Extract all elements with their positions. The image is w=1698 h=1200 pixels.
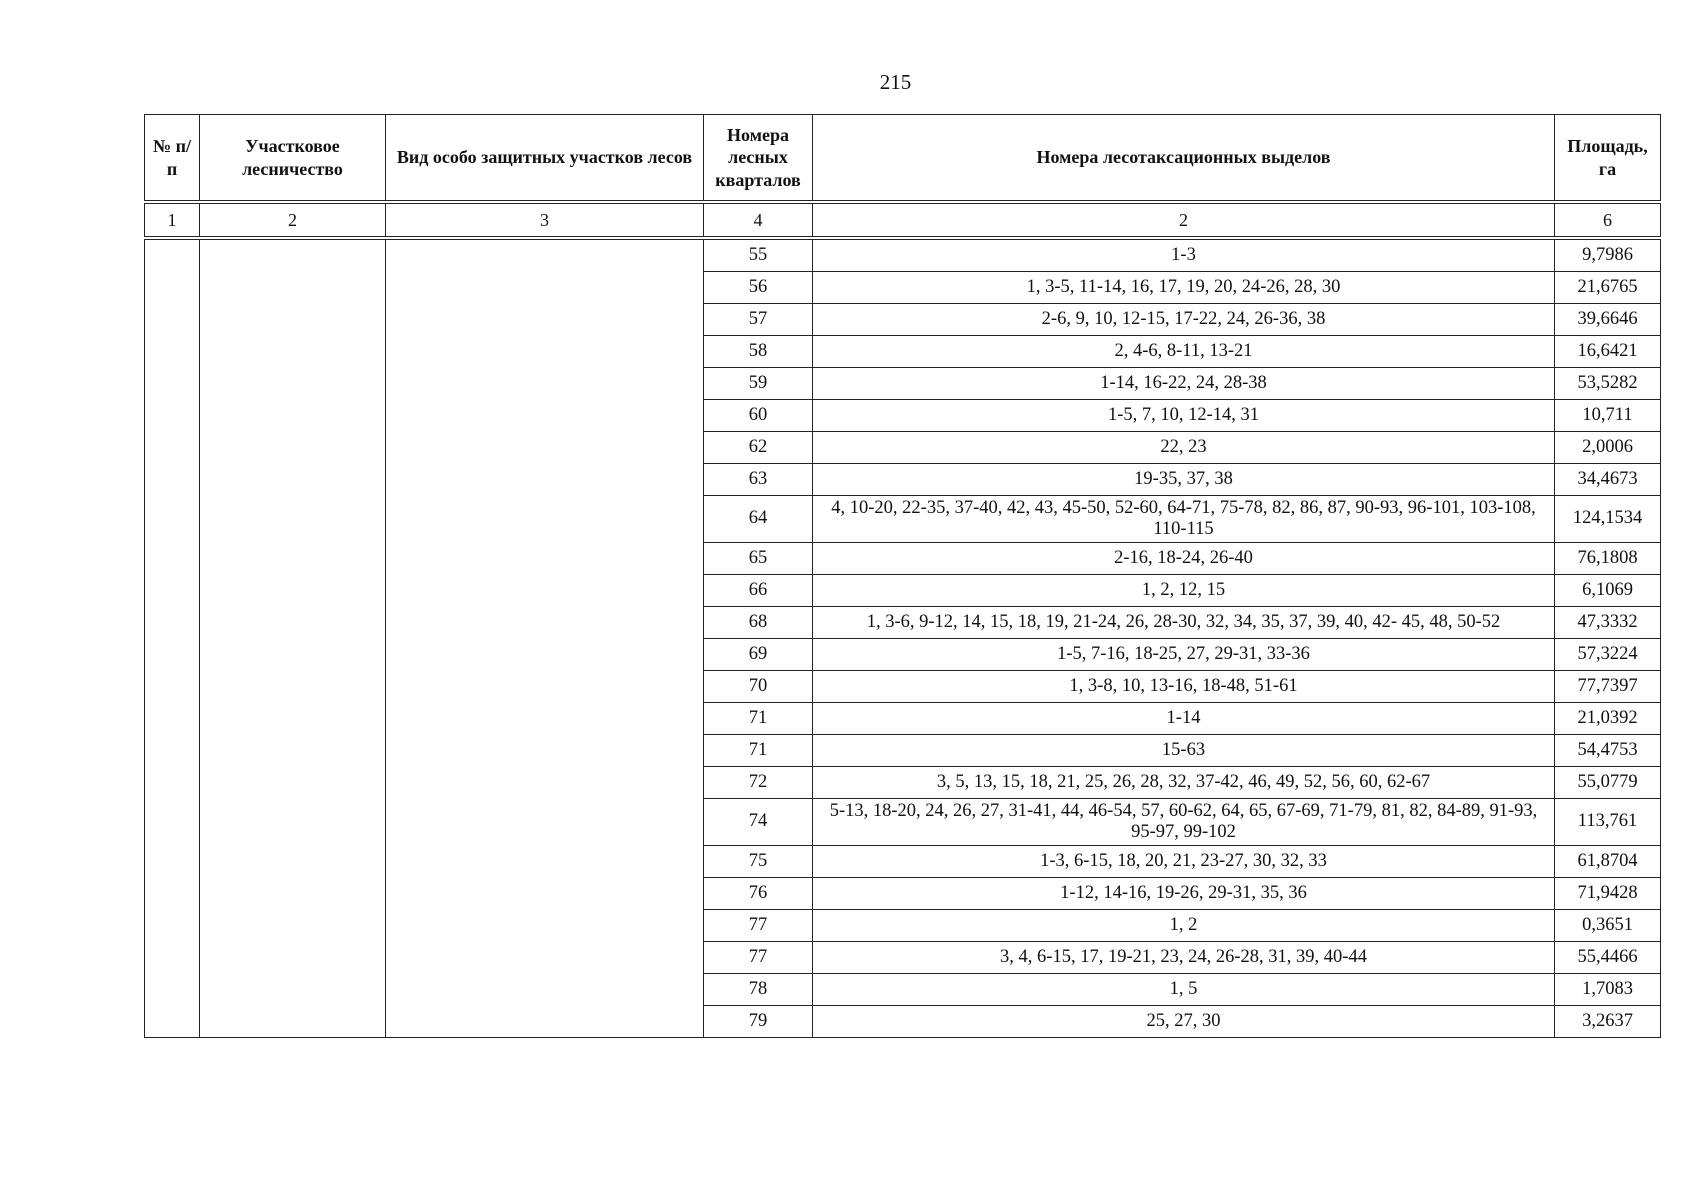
quarter-cell: 69 — [704, 639, 813, 671]
area-cell: 10,711 — [1555, 400, 1661, 432]
quarter-cell: 64 — [704, 496, 813, 543]
quarter-cell: 56 — [704, 272, 813, 304]
area-cell: 1,7083 — [1555, 974, 1661, 1006]
plots-cell: 3, 5, 13, 15, 18, 21, 25, 26, 28, 32, 37-42, 46, 49, 52, 56, 60, 62-67 — [813, 767, 1555, 799]
quarter-cell: 76 — [704, 878, 813, 910]
area-cell: 55,0779 — [1555, 767, 1661, 799]
quarter-cell: 78 — [704, 974, 813, 1006]
quarter-cell: 55 — [704, 238, 813, 272]
page-number: 215 — [879, 70, 912, 94]
header-forestry: Участковое лесничество — [200, 115, 386, 203]
area-cell: 53,5282 — [1555, 368, 1661, 400]
area-cell: 16,6421 — [1555, 336, 1661, 368]
protected-type-cell — [386, 238, 704, 1038]
quarter-cell: 65 — [704, 543, 813, 575]
plots-cell: 5-13, 18-20, 24, 26, 27, 31-41, 44, 46-54, 57, 60-62, 64, 65, 67-69, 71-79, 81, 82, 84-89, 91-93, 95-97, 99-102 — [813, 799, 1555, 846]
quarter-cell: 63 — [704, 464, 813, 496]
quarter-cell: 68 — [704, 607, 813, 639]
plots-cell: 4, 10-20, 22-35, 37-40, 42, 43, 45-50, 52-60, 64-71, 75-78, 82, 86, 87, 90-93, 96-101, 103-108, 110-115 — [813, 496, 1555, 543]
plots-cell: 1-14 — [813, 703, 1555, 735]
plots-cell: 1, 3-8, 10, 13-16, 18-48, 51-61 — [813, 671, 1555, 703]
plots-cell: 2-6, 9, 10, 12-15, 17-22, 24, 26-36, 38 — [813, 304, 1555, 336]
column-number: 6 — [1555, 202, 1661, 238]
plots-cell: 1, 3-5, 11-14, 16, 17, 19, 20, 24-26, 28, 30 — [813, 272, 1555, 304]
table-body — [145, 238, 1661, 1038]
header-number: № п/п — [145, 115, 200, 203]
quarter-cell: 74 — [704, 799, 813, 846]
plots-cell: 1-5, 7-16, 18-25, 27, 29-31, 33-36 — [813, 639, 1555, 671]
area-cell: 39,6646 — [1555, 304, 1661, 336]
plots-cell: 1, 2 — [813, 910, 1555, 942]
plots-cell: 3, 4, 6-15, 17, 19-21, 23, 24, 26-28, 31, 39, 40-44 — [813, 942, 1555, 974]
table-row — [145, 238, 1661, 272]
area-cell: 124,1534 — [1555, 496, 1661, 543]
quarter-cell: 71 — [704, 703, 813, 735]
plots-cell: 1-12, 14-16, 19-26, 29-31, 35, 36 — [813, 878, 1555, 910]
header-plots: Номера лесотаксационных выделов — [813, 115, 1555, 203]
area-cell: 47,3332 — [1555, 607, 1661, 639]
quarter-cell: 71 — [704, 735, 813, 767]
area-cell: 0,3651 — [1555, 910, 1661, 942]
number-cell — [145, 238, 200, 1038]
plots-cell: 1, 5 — [813, 974, 1555, 1006]
quarter-cell: 79 — [704, 1006, 813, 1038]
area-cell: 34,4673 — [1555, 464, 1661, 496]
column-number: 2 — [200, 202, 386, 238]
quarter-cell: 70 — [704, 671, 813, 703]
column-number: 1 — [145, 202, 200, 238]
quarter-cell: 60 — [704, 400, 813, 432]
plots-cell: 19-35, 37, 38 — [813, 464, 1555, 496]
header-quarters: Номера лесных кварталов — [704, 115, 813, 203]
area-cell: 57,3224 — [1555, 639, 1661, 671]
forestry-cell — [200, 238, 386, 1038]
quarter-cell: 58 — [704, 336, 813, 368]
plots-cell: 1-3 — [813, 238, 1555, 272]
header-protected-type: Вид особо защитных участков лесов — [386, 115, 704, 203]
area-cell: 21,0392 — [1555, 703, 1661, 735]
area-cell: 3,2637 — [1555, 1006, 1661, 1038]
area-cell: 61,8704 — [1555, 846, 1661, 878]
quarter-cell: 59 — [704, 368, 813, 400]
area-cell: 21,6765 — [1555, 272, 1661, 304]
quarter-cell: 75 — [704, 846, 813, 878]
plots-cell: 1-3, 6-15, 18, 20, 21, 23-27, 30, 32, 33 — [813, 846, 1555, 878]
plots-cell: 2, 4-6, 8-11, 13-21 — [813, 336, 1555, 368]
forest-plots-table — [144, 114, 1661, 1038]
plots-cell: 25, 27, 30 — [813, 1006, 1555, 1038]
plots-cell: 1, 2, 12, 15 — [813, 575, 1555, 607]
plots-cell: 2-16, 18-24, 26-40 — [813, 543, 1555, 575]
plots-cell: 1-14, 16-22, 24, 28-38 — [813, 368, 1555, 400]
quarter-cell: 57 — [704, 304, 813, 336]
plots-cell: 22, 23 — [813, 432, 1555, 464]
plots-cell: 1-5, 7, 10, 12-14, 31 — [813, 400, 1555, 432]
column-number: 4 — [704, 202, 813, 238]
header-row — [145, 115, 1661, 203]
quarter-cell: 77 — [704, 910, 813, 942]
quarter-cell: 72 — [704, 767, 813, 799]
area-cell: 113,761 — [1555, 799, 1661, 846]
area-cell: 2,0006 — [1555, 432, 1661, 464]
area-cell: 9,7986 — [1555, 238, 1661, 272]
area-cell: 54,4753 — [1555, 735, 1661, 767]
column-number-row — [145, 202, 1661, 238]
quarter-cell: 62 — [704, 432, 813, 464]
column-number: 2 — [813, 202, 1555, 238]
area-cell: 76,1808 — [1555, 543, 1661, 575]
area-cell: 77,7397 — [1555, 671, 1661, 703]
header-area: Площадь, га — [1555, 115, 1661, 203]
area-cell: 55,4466 — [1555, 942, 1661, 974]
area-cell: 71,9428 — [1555, 878, 1661, 910]
plots-cell: 15-63 — [813, 735, 1555, 767]
area-cell: 6,1069 — [1555, 575, 1661, 607]
quarter-cell: 66 — [704, 575, 813, 607]
column-number: 3 — [386, 202, 704, 238]
quarter-cell: 77 — [704, 942, 813, 974]
plots-cell: 1, 3-6, 9-12, 14, 15, 18, 19, 21-24, 26, 28-30, 32, 34, 35, 37, 39, 40, 42- 45, 48, 50-52 — [813, 607, 1555, 639]
